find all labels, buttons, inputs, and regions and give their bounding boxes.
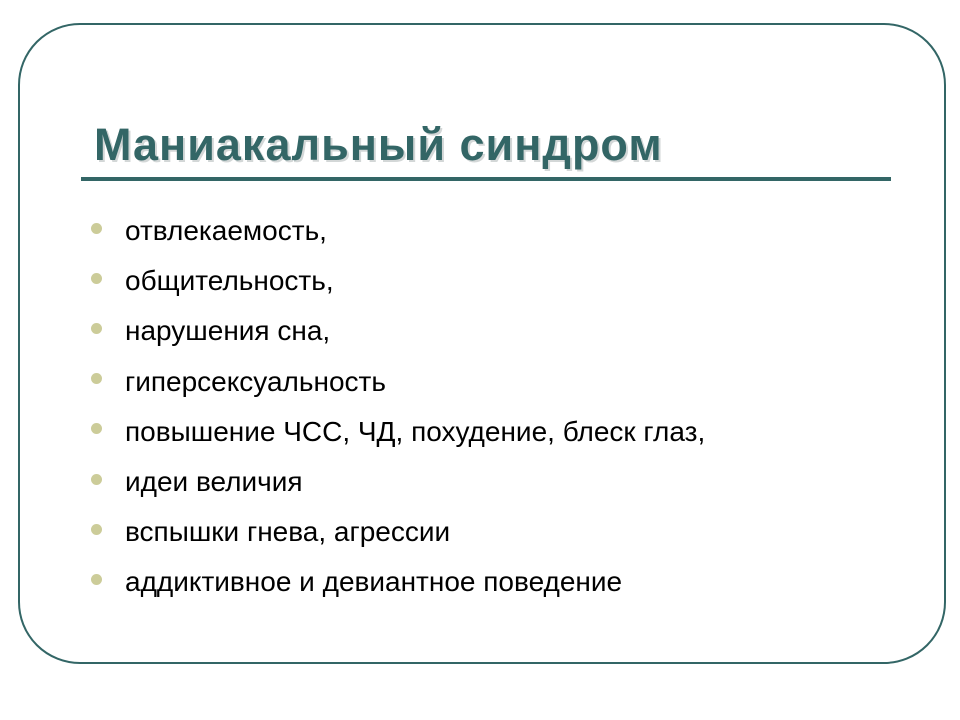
bullet-icon [91, 223, 102, 234]
bullet-text: нарушения сна, [125, 315, 331, 347]
list-item [91, 256, 911, 306]
bullet-text: вспышки гнева, агрессии [125, 516, 451, 548]
bullet-icon [91, 373, 102, 384]
bullet-text: аддиктивное и девиантное поведение [125, 566, 623, 598]
bullet-text: гиперсексуальность [125, 365, 386, 397]
list-item [91, 457, 911, 507]
list-item [91, 507, 911, 557]
bullet-icon [91, 423, 102, 434]
bullet-text: идеи величия [125, 466, 303, 498]
slide-title: Маниакальный синдром [94, 119, 663, 170]
bullet-icon [91, 273, 102, 284]
list-item [91, 357, 911, 407]
list-item [91, 306, 911, 356]
bullet-text: отвлекаемость, [125, 215, 327, 247]
bullet-icon [91, 323, 102, 334]
bullet-text: общительность, [125, 265, 334, 297]
bullet-icon [91, 524, 102, 535]
list-item [91, 407, 911, 457]
bullet-icon [91, 474, 102, 485]
bullet-icon [91, 574, 102, 585]
title-underline-rule [81, 177, 891, 181]
bullet-list [91, 206, 911, 608]
slide [18, 23, 946, 664]
bullet-text: повышение ЧСС, ЧД, похудение, блеск глаз, [125, 415, 706, 447]
list-item [91, 206, 911, 256]
list-item [91, 557, 911, 607]
